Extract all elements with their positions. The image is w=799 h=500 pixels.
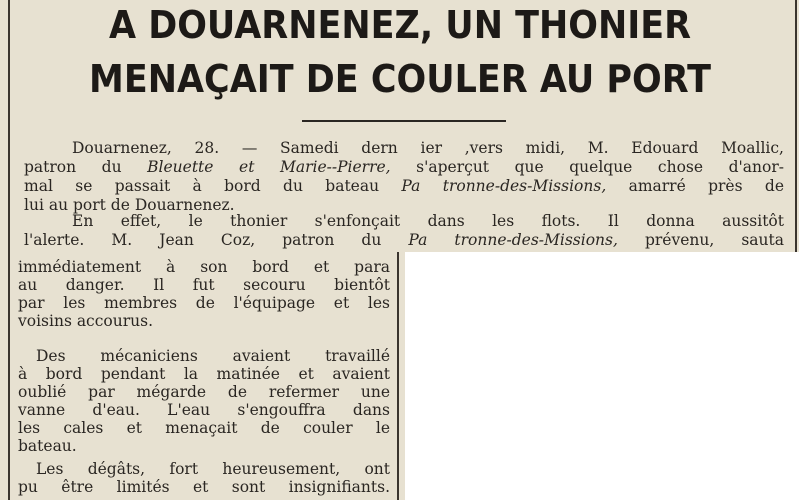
text-span: prévenu, sauta bbox=[617, 231, 784, 249]
column-p1-line-4: voisins accourus. bbox=[18, 312, 154, 330]
column-border-left bbox=[8, 0, 10, 500]
column-border-right-top bbox=[795, 0, 797, 252]
column-p2-line-1: Des mécaniciens avaient travaillé bbox=[36, 347, 390, 365]
column-p1-line-1: immédiatement à son bord et para bbox=[18, 258, 390, 276]
text-span: l'alerte. M. Jean Coz, patron du bbox=[24, 231, 409, 249]
column-p3-line-2: pu être limités et sont insignifiants. bbox=[18, 478, 390, 496]
column-p2-line-3: oublié par mégarde de refermer une bbox=[18, 383, 390, 401]
headline-line-1: A DOUARNENEZ, UN THONIER bbox=[108, 3, 692, 47]
column-p1-line-2: au danger. Il fut secouru bientôt bbox=[18, 276, 390, 294]
text-span: patron du bbox=[24, 158, 148, 176]
column-p2-line-5: les cales et menaçait de couler le bbox=[18, 419, 390, 437]
column-p2-line-6: bateau. bbox=[18, 437, 77, 455]
paragraph-1-line-4: lui au port de Douarnenez. bbox=[24, 196, 235, 214]
paragraph-1-line-2 bbox=[24, 158, 784, 177]
column-p1-line-3: par les membres de l'équipage et les bbox=[18, 294, 390, 312]
paragraph-2-line-1: En effet, le thonier s'enfonçait dans les flots. Il donna aussitôt bbox=[72, 212, 784, 230]
text-span: s'aperçut que quelque chose d'anor- bbox=[390, 158, 784, 176]
column-p2-line-4: vanne d'eau. L'eau s'engouffra dans bbox=[18, 401, 390, 419]
paragraph-1-line-3 bbox=[24, 177, 784, 196]
boat-name-italic: Pa tronne-des-Missions, bbox=[408, 231, 618, 249]
column-border-right-bottom bbox=[397, 252, 399, 500]
paragraph-2-line-2 bbox=[24, 231, 784, 250]
boat-name-italic: Bleuette et Marie--Pierre, bbox=[147, 158, 391, 176]
headline-line-2: MENAÇAIT DE COULER AU PORT bbox=[89, 57, 711, 101]
text-span: amarré près de bbox=[606, 177, 784, 195]
column-p2-line-2: à bord pendant la matinée et avaient bbox=[18, 365, 390, 383]
headline-rule bbox=[302, 120, 506, 122]
column-p3-line-1: Les dégâts, fort heureusement, ont bbox=[36, 460, 390, 478]
paragraph-1-line-1: Douarnenez, 28. — Samedi dern ier ,vers midi, M. Edouard Moallic, bbox=[72, 139, 784, 157]
text-span: mal se passait à bord du bateau bbox=[24, 177, 402, 195]
boat-name-italic: Pa tronne-des-Missions, bbox=[401, 177, 607, 195]
